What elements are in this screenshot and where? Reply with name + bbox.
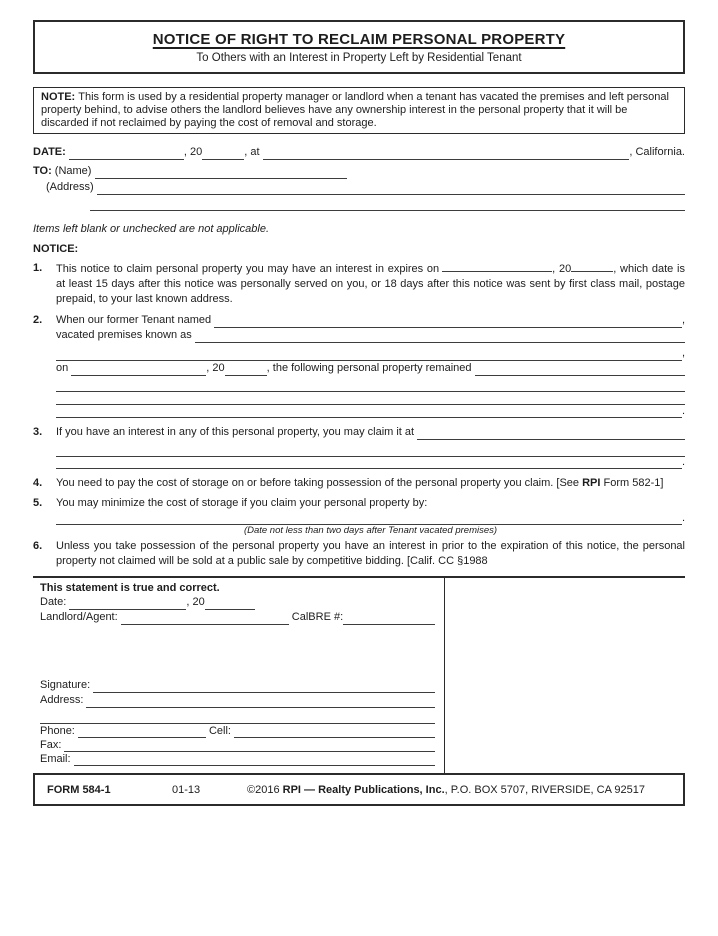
- signature-gap: [40, 625, 435, 678]
- item-2-seg5: , the following personal property remained: [266, 362, 475, 374]
- signature-label: Signature:: [40, 679, 94, 691]
- fax-label: Fax:: [40, 739, 65, 751]
- claim-location-row: [56, 425, 685, 440]
- property-list-row-3: [56, 392, 685, 405]
- signature-row: [40, 678, 435, 693]
- signature-blank: [93, 691, 435, 693]
- email-blank: [74, 764, 435, 766]
- footer-publisher-address: , P.O. BOX 5707, RIVERSIDE, CA 92517: [444, 783, 645, 796]
- item-3-text: [56, 425, 685, 469]
- property-list-blank-1: [475, 374, 685, 376]
- item-5-period: .: [681, 512, 685, 524]
- tenant-name-row: [56, 313, 685, 328]
- form-subtitle: To Others with an Interest in Property Left by Residential Tenant: [196, 52, 522, 64]
- address-blank: [86, 706, 435, 708]
- to-name-blank: [95, 168, 347, 179]
- to-address-blank-2: [90, 209, 685, 211]
- item-1-seg2: , 20: [552, 263, 572, 275]
- item-5-number: 5.: [33, 497, 43, 509]
- note-label: NOTE:: [41, 91, 79, 103]
- item-2-seg4: , 20: [206, 362, 225, 374]
- address-row: [40, 693, 435, 708]
- item-4-seg1: You need to pay the cost of storage on or before taking possession of the personal property you claim. [See: [56, 477, 583, 489]
- statement-heading: This statement is true and correct.: [40, 582, 220, 594]
- date-place-blank: [263, 158, 630, 160]
- date-state-suffix: , California.: [629, 146, 685, 158]
- claim-location-blank-3: [56, 467, 682, 469]
- statement-date-sep: , 20: [186, 596, 205, 608]
- address-row-2: [40, 708, 435, 724]
- blank-items-note: Items left blank or unchecked are not applicable.: [33, 223, 270, 235]
- phone-label: Phone:: [40, 725, 78, 737]
- landlord-blank: [121, 614, 289, 625]
- property-list-blank-3: [56, 403, 685, 405]
- landlord-row: [40, 610, 435, 625]
- phone-blank: [78, 727, 206, 738]
- to-address-line-2: [33, 195, 685, 211]
- item-3-number: 3.: [33, 426, 43, 438]
- item-1-seg1: This notice to claim personal property you may have an interest in expires on: [56, 263, 440, 275]
- property-list-blank-2: [56, 390, 685, 392]
- date-year-blank: [202, 149, 244, 160]
- statement-year-blank: [205, 599, 255, 610]
- item-2-text: [56, 313, 685, 418]
- item-1-text: [56, 261, 685, 307]
- vacate-year-blank: [225, 365, 267, 376]
- landlord-label: Landlord/Agent:: [40, 611, 121, 623]
- to-address-label: (Address): [46, 181, 94, 193]
- cell-blank: [234, 736, 435, 738]
- vacate-date-row: [56, 361, 685, 376]
- date-caption: (Date not less than two days after Tenant vacated premises): [243, 525, 498, 536]
- fax-blank: [64, 750, 435, 752]
- to-name-label: (Name): [54, 165, 95, 177]
- property-list-row-2: [56, 376, 685, 392]
- item-6-number: 6.: [33, 540, 43, 552]
- statement-right-column: [445, 578, 685, 773]
- premises-row-2: [56, 343, 685, 361]
- form-header-box: [33, 20, 685, 74]
- cell-label: Cell:: [205, 725, 235, 737]
- item-1-number: 1.: [33, 262, 43, 274]
- item-4: [33, 476, 685, 491]
- statement-date-label: Date:: [40, 596, 70, 608]
- item-4-number: 4.: [33, 477, 43, 489]
- notice-heading: NOTICE:: [33, 243, 79, 255]
- date-year-prefix: , 20: [183, 146, 203, 158]
- phone-row: [40, 724, 435, 738]
- calbre-blank: [343, 623, 435, 625]
- note-box: [33, 87, 685, 134]
- to-line: [33, 163, 685, 179]
- note-text: This form is used by a residential property manager or landlord when a tenant has vacated the premises and left personal property behind, to advise others the landlord believes have any ownership interest in the personal property that it will be discarded if not reclaimed by paying the cost of removal and storage.: [41, 91, 669, 129]
- date-blank: [69, 149, 184, 160]
- item-1: [33, 261, 685, 307]
- footer-copyright: [247, 784, 645, 796]
- item-5-text: [56, 496, 685, 536]
- property-list-row-4: [56, 405, 685, 418]
- footer-form-number: FORM 584-1: [47, 783, 111, 796]
- footer-copyright-year: ©2016: [247, 783, 283, 796]
- item-4-rpi: RPI: [582, 477, 601, 489]
- premises-blank: [195, 341, 685, 343]
- claim-location-row-2: [56, 440, 685, 457]
- email-label: Email:: [40, 753, 74, 765]
- fax-row: [40, 738, 435, 752]
- email-row: [40, 752, 435, 766]
- footer-bar: [33, 773, 685, 806]
- item-6: [33, 539, 685, 569]
- item-3: [33, 425, 685, 469]
- footer-revision: 01-13: [172, 783, 201, 796]
- form-title: NOTICE OF RIGHT TO RECLAIM PERSONAL PROPERTY: [152, 31, 566, 48]
- claim-location-row-3: [56, 457, 685, 469]
- claim-location-blank-2: [56, 455, 685, 457]
- address-blank-2: [40, 722, 435, 724]
- statement-date-blank: [69, 599, 186, 610]
- date-line: [33, 144, 685, 160]
- item-2: [33, 313, 685, 418]
- item-2-seg1: When our former Tenant named: [56, 314, 215, 326]
- claim-location-blank: [417, 438, 685, 440]
- to-label: TO:: [33, 165, 55, 177]
- item-5: [33, 496, 685, 536]
- statement-left-column: [33, 578, 445, 773]
- vacate-date-blank: [71, 365, 206, 376]
- statement-date-row: [40, 595, 435, 610]
- item-4-text: [56, 476, 685, 491]
- item-2-period: .: [681, 405, 685, 417]
- item-2-comma1: ,: [681, 314, 685, 326]
- tenant-name-blank: [214, 326, 682, 328]
- expiry-date-blank: [442, 261, 552, 272]
- expiry-year-blank: [571, 261, 613, 272]
- item-2-seg3: on: [56, 362, 72, 374]
- statement-section: [33, 576, 685, 773]
- date-label: DATE:: [33, 146, 69, 158]
- item-3-period: .: [681, 456, 685, 468]
- premises-row: [56, 328, 685, 343]
- property-list-blank-4: [56, 416, 682, 418]
- minimize-date-row: [56, 511, 685, 525]
- item-2-number: 2.: [33, 314, 43, 326]
- date-at-label: , at: [244, 146, 263, 158]
- to-address-blank: [97, 193, 685, 195]
- item-4-seg2: Form 582-1]: [600, 477, 664, 489]
- item-1-seg3: , which date is at least 15 days after this notice was personally served on you, or 18 days after this notice was sent by first class mail, postage prepaid, to your last known address.: [56, 263, 685, 305]
- item-3-seg1: If you have an interest in any of this personal property, you may claim it at: [56, 426, 418, 438]
- calbre-label: CalBRE #:: [288, 611, 344, 623]
- item-2-comma2: ,: [681, 347, 685, 359]
- item-5-seg1: You may minimize the cost of storage if you claim your personal property by:: [56, 497, 428, 509]
- to-address-line: [33, 179, 685, 195]
- footer-publisher: RPI — Realty Publications, Inc.: [282, 783, 445, 796]
- item-2-seg2: vacated premises known as: [56, 329, 195, 341]
- item-6-text: Unless you take possession of the personal property you have an interest in prior to the expiration of this notice, the personal property not claimed will be sold at a public sale by competitive bidding. [Calif. CC §1988: [56, 540, 685, 567]
- address-label: Address:: [40, 694, 87, 706]
